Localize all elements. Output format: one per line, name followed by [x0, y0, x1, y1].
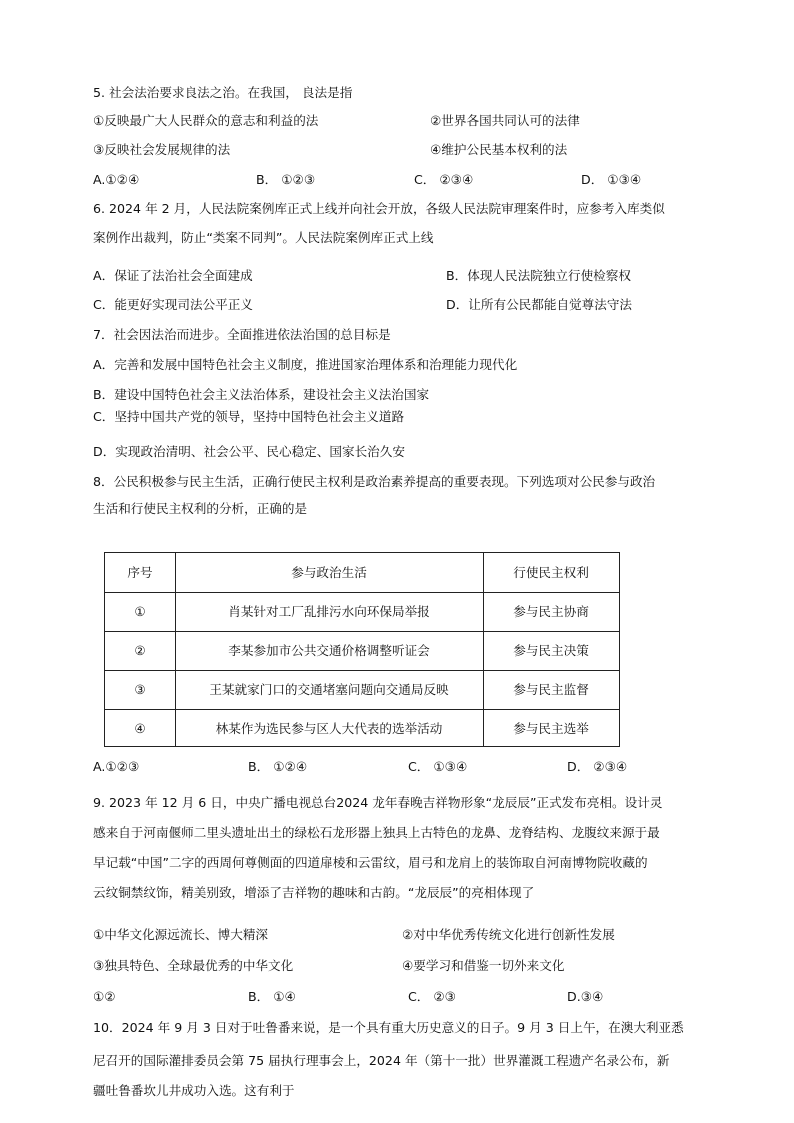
q9-option-d: D.③④: [567, 989, 604, 1004]
q9-option-b: B． ①④: [248, 989, 296, 1004]
q5-statement-1: ①反映最广大人民群众的意志和利益的法: [93, 113, 319, 128]
table-cell: 林某作为选民参与区人大代表的选举活动: [215, 721, 443, 736]
table-row: [105, 670, 619, 709]
q5-stem: 5. 社会法治要求良法之治。在我国， 良法是指: [93, 85, 353, 100]
table-header-cell: 行使民主权利: [513, 565, 589, 580]
table-header-cell: 序号: [127, 565, 153, 580]
q7-option-b: B．建设中国特色社会主义法治体系，建设社会主义法治国家: [93, 387, 430, 402]
q8-option-b: B． ①②④: [248, 759, 308, 774]
q9-option-c: C． ②③: [408, 989, 456, 1004]
q7-option-a: A．完善和发展中国特色社会主义制度，推进国家治理体系和治理能力现代化: [93, 357, 518, 372]
table-cell: ③: [134, 682, 146, 697]
q5-option-b: B． ①②③: [256, 172, 316, 187]
q8-stem-line-1: 8．公民积极参与民主生活，正确行使民主权利是政治素养提高的重要表现。下列选项对公民参与政治: [93, 474, 656, 489]
table-cell: 参与民主协商: [513, 604, 589, 619]
q8-option-c: C． ①③④: [408, 759, 468, 774]
q10-stem-line-1: 10．2024 年 9 月 3 日对于吐鲁番来说，是一个具有重大历史意义的日子。9 月 3 日上午，在澳大利亚悉: [93, 1020, 684, 1035]
table-cell: 李某参加市公共交通价格调整听证会: [228, 643, 430, 658]
q7-option-c: C．坚持中国共产党的领导，坚持中国特色社会主义道路: [93, 409, 405, 424]
q8-option-a: A.①②③: [93, 759, 140, 774]
table-cell: 参与民主监督: [513, 682, 589, 697]
table-header-row: [105, 553, 619, 592]
q5-statement-3: ③反映社会发展规律的法: [93, 142, 231, 157]
q5-statement-2: ②世界各国共同认可的法律: [430, 113, 580, 128]
q9-option-a: ①②: [93, 989, 116, 1004]
q5-option-c: C． ②③④: [414, 172, 474, 187]
q8-option-d: D． ②③④: [567, 759, 628, 774]
q6-option-a: A．保证了法治社会全面建成: [93, 268, 253, 283]
table-row: [105, 709, 619, 748]
q9-statement-4: ④要学习和借鉴一切外来文化: [402, 958, 565, 973]
q9-statement-3: ③独具特色、全球最优秀的中华文化: [93, 958, 294, 973]
q9-statement-2: ②对中华优秀传统文化进行创新性发展: [402, 927, 615, 942]
q9-statement-1: ①中华文化源远流长、博大精深: [93, 927, 269, 942]
table-row: [105, 592, 619, 631]
table-cell: ④: [134, 721, 146, 736]
q6-stem-line-1: 6. 2024 年 2 月，人民法院案例库正式上线并向社会开放，各级人民法院审理案件时，应参考入库类似: [93, 201, 665, 216]
q9-stem-line-2: 感来自于河南偃师二里头遗址出土的绿松石龙形器上独具上古特色的龙鼻、龙脊结构、龙腹纹来源于最: [93, 825, 660, 840]
table-cell: 参与民主选举: [513, 721, 589, 736]
table-cell: 肖某针对工厂乱排污水向环保局举报: [228, 604, 430, 619]
q5-option-d: D． ①③④: [581, 172, 642, 187]
q6-option-c: C．能更好实现司法公平正义: [93, 297, 253, 312]
table-cell: 参与民主决策: [513, 643, 589, 658]
q5-option-a: A.①②④: [93, 172, 140, 187]
table-cell: ①: [134, 604, 146, 619]
q10-stem-line-3: 疆吐鲁番坎儿井成功入选。这有利于: [93, 1083, 295, 1098]
table-header-cell: 参与政治生活: [291, 565, 367, 580]
q7-option-d: D．实现政治清明、社会公平、民心稳定、国家长治久安: [93, 444, 405, 459]
q6-option-b: B．体现人民法院独立行使检察权: [446, 268, 631, 283]
q8-table: [104, 552, 620, 747]
q6-stem-line-2: 案例作出裁判，防止“类案不同判”。人民法院案例库正式上线: [93, 230, 434, 245]
table-row: [105, 631, 619, 670]
q9-stem-line-3: 早记载“中国”二字的西周何尊侧面的四道扉棱和云雷纹，眉弓和龙肩上的装饰取自河南博物院收藏的: [93, 855, 648, 870]
table-cell: ②: [134, 643, 146, 658]
table-cell: 王某就家门口的交通堵塞问题向交通局反映: [209, 682, 449, 697]
q8-stem-line-2: 生活和行使民主权利的分析，正确的是: [93, 501, 308, 516]
q5-statement-4: ④维护公民基本权利的法: [430, 142, 568, 157]
q7-stem: 7．社会因法治而进步。全面推进依法治国的总目标是: [93, 327, 391, 342]
q9-stem-line-4: 云纹铜禁纹饰，精美别致，增添了吉祥物的趣味和古韵。“龙辰辰”的亮相体现了: [93, 885, 535, 900]
q9-stem-line-1: 9. 2023 年 12 月 6 日，中央广播电视总台2024 龙年春晚吉祥物形象“龙辰辰”正式发布亮相。设计灵: [93, 795, 663, 810]
q6-option-d: D．让所有公民都能自觉尊法守法: [446, 297, 633, 312]
q10-stem-line-2: 尼召开的国际灌排委员会第 75 届执行理事会上，2024 年（第十一批）世界灌溉工程遗产名录公布，新: [93, 1053, 670, 1068]
